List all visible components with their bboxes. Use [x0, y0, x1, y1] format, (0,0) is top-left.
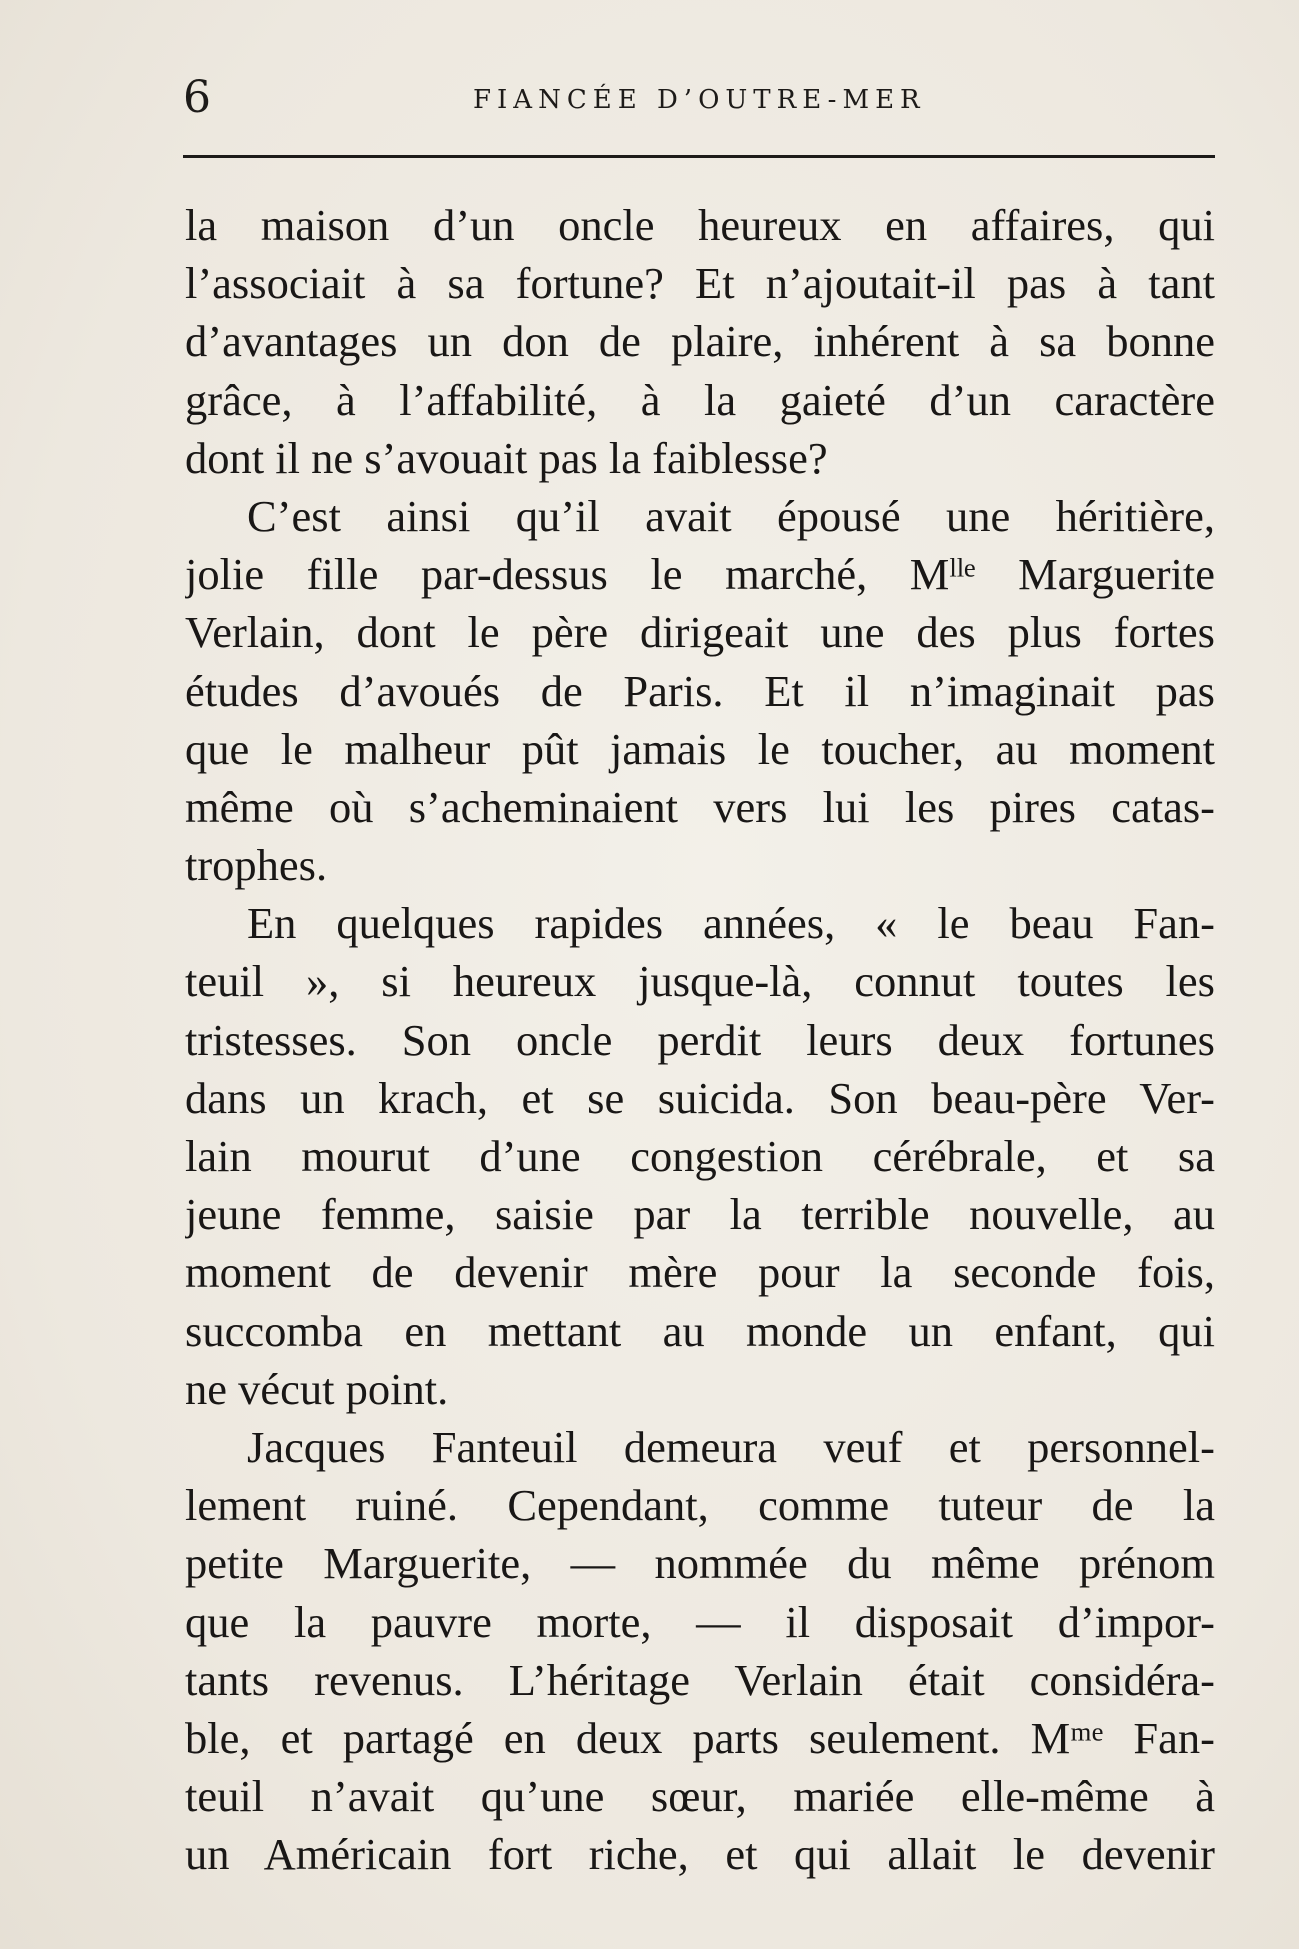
text-line: trophes. [185, 840, 328, 891]
text-line: grâce, à l’affabilité, à la gaieté d’un caractère [185, 374, 1215, 425]
text-line: succomba en mettant au monde un enfant, qui [185, 1305, 1215, 1356]
text-line: Jacques Fanteuil demeura veuf et personnel- [247, 1421, 1215, 1472]
text-line: C’est ainsi qu’il avait épousé une héritière, [247, 490, 1215, 541]
text-line: teuil n’avait qu’une sœur, mariée elle-même à [185, 1771, 1215, 1822]
text-line: tants revenus. L’héritage Verlain était considéra- [185, 1654, 1215, 1705]
text-line: moment de devenir mère pour la seconde fois, [185, 1247, 1215, 1298]
text-line: ne vécut point. [185, 1363, 449, 1414]
running-title: FIANCÉE D’OUTRE-MER [473, 85, 926, 115]
header-rule [183, 155, 1215, 158]
text-line: études d’avoués de Paris. Et il n’imaginait pas [185, 665, 1215, 716]
text-line: l’associait à sa fortune? Et n’ajoutait-il pas à tant [185, 258, 1215, 309]
text-line: que la pauvre morte, — il disposait d’impor- [185, 1596, 1215, 1647]
text-line: En quelques rapides années, « le beau Fan- [247, 898, 1215, 949]
text-line: jeune femme, saisie par la terrible nouvelle, au [185, 1189, 1215, 1240]
text-line: dont il ne s’avouait pas la faiblesse? [185, 432, 828, 483]
text-line: lain mourut d’une congestion cérébrale, et sa [185, 1131, 1215, 1181]
text-line: un Américain fort riche, et qui allait le devenir [185, 1829, 1215, 1880]
text-line: dans un krach, et se suicida. Son beau-père Ver- [185, 1072, 1215, 1123]
page-header [183, 66, 1215, 126]
text-line: teuil », si heureux jusque-là, connut toutes les [185, 956, 1215, 1007]
text-line: que le malheur pût jamais le toucher, au moment [185, 723, 1215, 774]
text-line: petite Marguerite, — nommée du même prénom [185, 1538, 1215, 1589]
text-line: Verlain, dont le père dirigeait une des plus fortes [185, 607, 1215, 658]
body-text [185, 196, 1215, 1883]
text-line: même où s’acheminaient vers lui les pires catas- [185, 781, 1215, 832]
text-line: tristesses. Son oncle perdit leurs deux fortunes [185, 1014, 1215, 1065]
text-line: d’avantages un don de plaire, inhérent à sa bonne [185, 316, 1215, 367]
text-line: jolie fille par-dessus le marché, Mˡˡᵉ Marguerite [185, 549, 1215, 600]
text-line: ble, et partagé en deux parts seulement. Mᵐᵉ Fan- [185, 1712, 1215, 1763]
text-line: lement ruiné. Cependant, comme tuteur de la [185, 1480, 1215, 1531]
text-line: la maison d’un oncle heureux en affaires, qui [185, 200, 1215, 250]
page-number: 6 [183, 72, 211, 123]
